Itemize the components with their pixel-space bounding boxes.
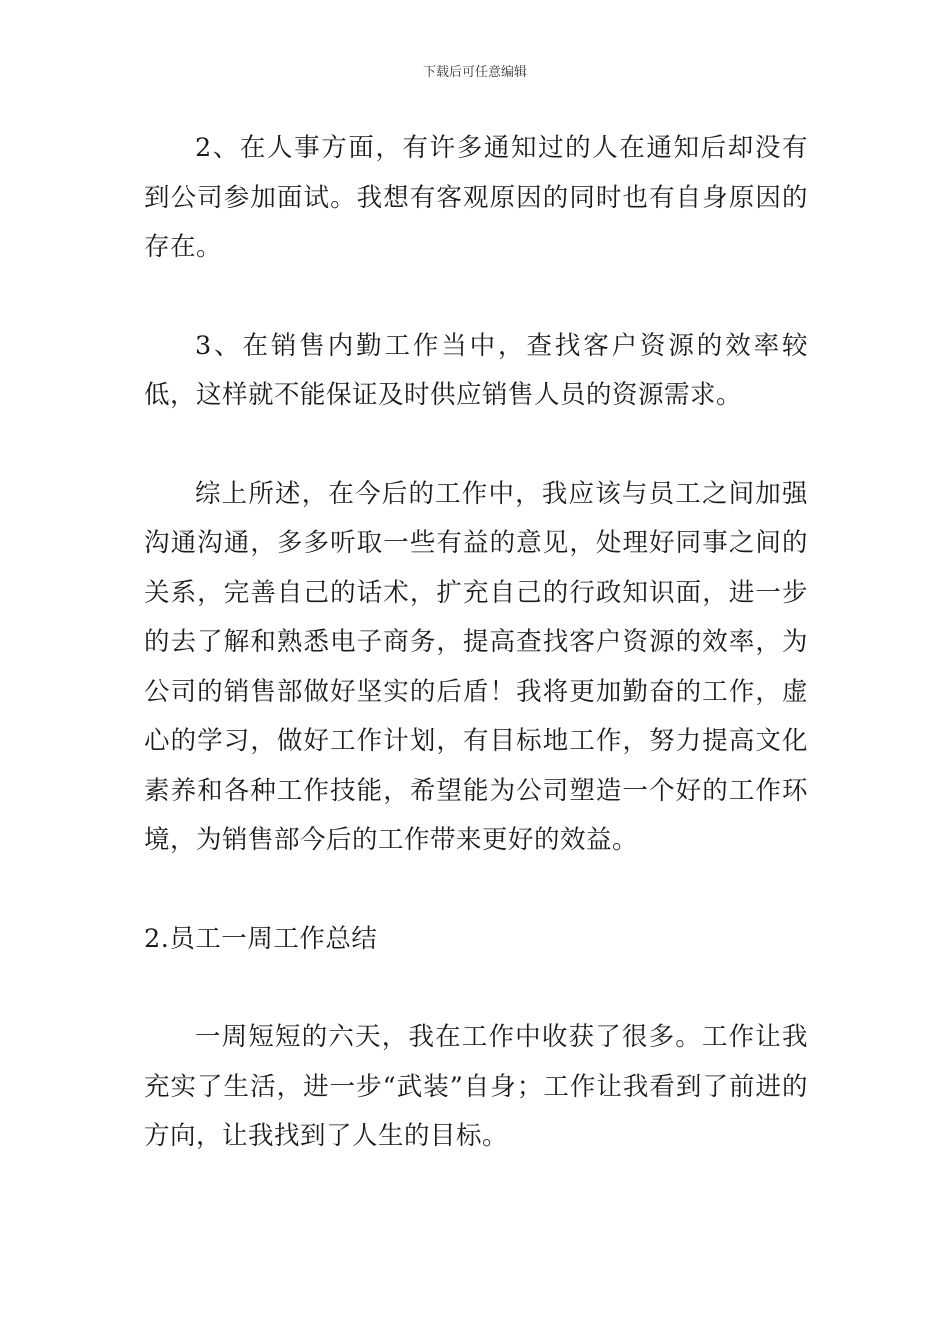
paragraph-sales-efficiency: 3、在销售内勤工作当中，查找客户资源的效率较低，这样就不能保证及时供应销售人员的资源需求。 — [144, 330, 808, 410]
paragraph-personnel-issue: 2、在人事方面，有许多通知过的人在通知后却没有到公司参加面试。我想有客观原因的同时也有自身原因的存在。 — [144, 133, 808, 262]
paragraph-weekly-summary: 一周短短的六天，我在工作中收获了很多。工作让我充实了生活，进一步“武装”自身；工作让我看到了前进的方向，让我找到了人生的目标。 — [144, 1022, 808, 1151]
page-header-note: 下载后可任意编辑 — [422, 65, 527, 80]
document-body — [144, 124, 808, 1162]
section-heading: 2.员工一周工作总结 — [144, 923, 378, 954]
paragraph-summary: 综上所述，在今后的工作中，我应该与员工之间加强沟通沟通，多多听取一些有益的意见，处理好同事之间的关系，完善自己的话术，扩充自己的行政知识面，进一步的去了解和熟悉电子商务，提高查找客户资源的效率，为公司的销售部做好坚实的后盾！我将更加勤奋的工作，虚心的学习，做好工作计划，有目标地工作，努力提高文化素养和各种工作技能，希望能为公司塑造一个好的工作环境，为销售部今后的工作带来更好的效益。 — [144, 478, 808, 855]
